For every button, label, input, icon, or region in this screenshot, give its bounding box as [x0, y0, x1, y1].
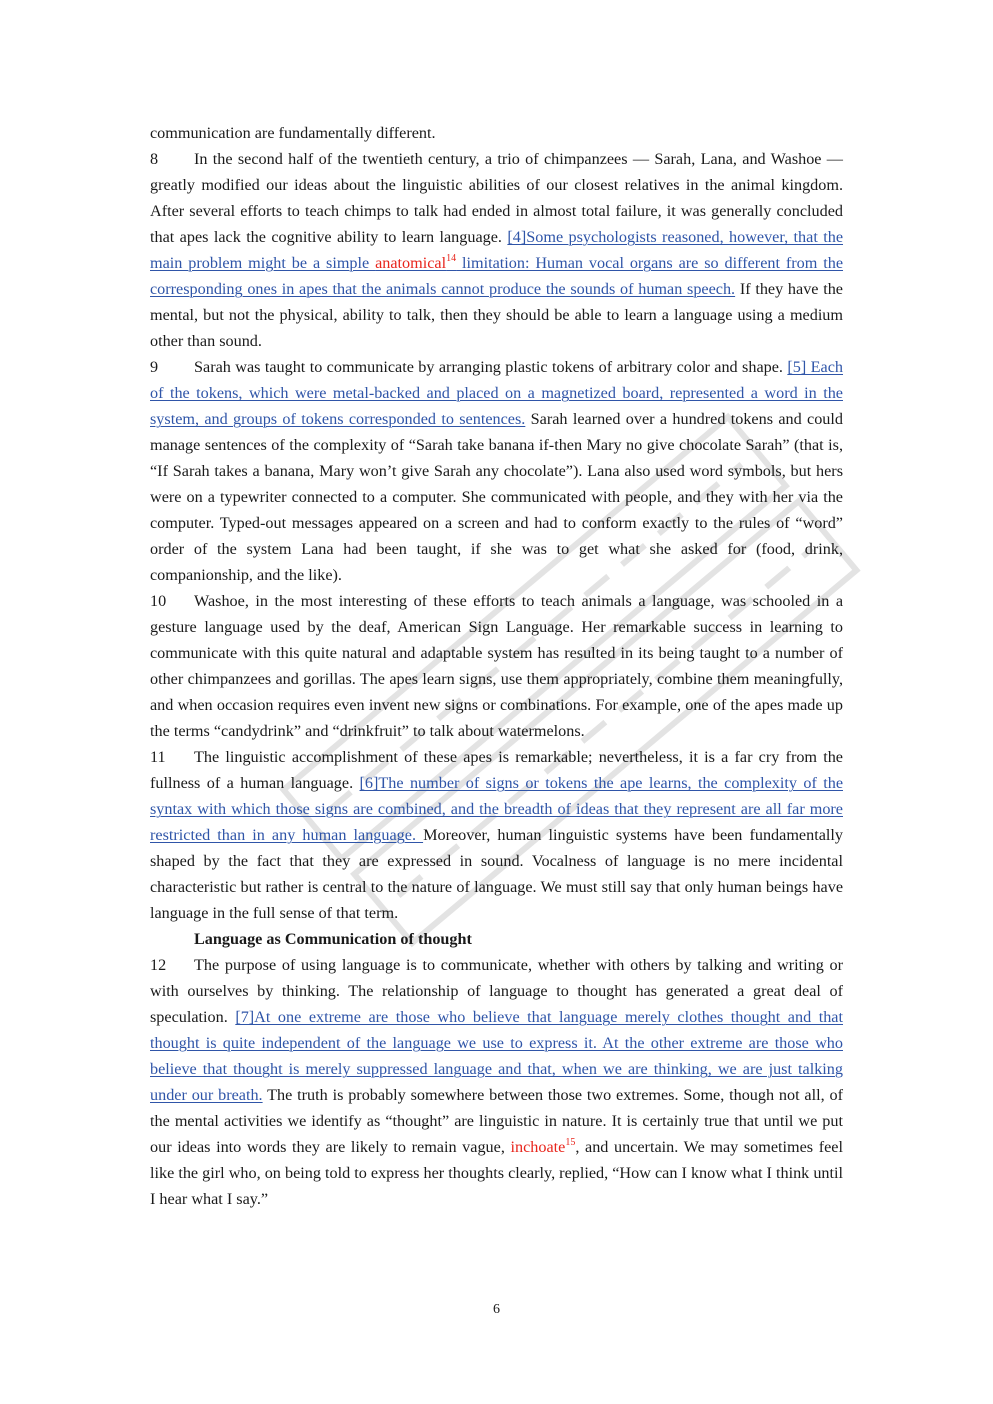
vocab-word-anatomical: anatomical: [375, 254, 447, 272]
footnote-marker: 14: [446, 253, 457, 264]
paragraph-9: 9 Sarah was taught to communicate by arranging plastic tokens of arbitrary color and shape. [5] Each of the tokens, which were metal-backed and placed on a magnetized board, represented a word in the system, and groups of tokens corresponded to sentences. Sarah learned over a hundred tokens and could manage sentences of the complexity of “Sarah take banana if-then Mary no give chocolate Sarah” (that is, “If Sarah takes a banana, Mary won’t give Sarah any chocolate”). Lana also used word symbols, but hers were on a typewriter connected to a computer. She communicated with people, and they with her via the computer. Typed-out messages appeared on a screen and had to conform exactly to the rules of “word” order of the system Lana had been taught, if she was to get what she asked for (food, drink, companionship, and the like).: [150, 354, 843, 588]
paragraph-number: 9: [150, 358, 159, 376]
paragraph-number: 8: [150, 150, 159, 168]
page-number: 6: [493, 1302, 500, 1317]
paragraph-10: 10 Washoe, in the most interesting of these efforts to teach animals a language, was schooled in a gesture language used by the deaf, American Sign Language. Her remarkable success in learning to communicate with this quite natural and adaptable system has resulted in its being taught to a number of other chimpanzees and gorillas. The apes learn signs, use them appropriately, combine them meaningfully, and when occasion requires even invent new signs or combinations. For example, one of the apes made up the terms “candydrink” and “drinkfruit” to talk about watermelons.: [150, 588, 843, 744]
paragraph-11: 11 The linguistic accomplishment of these apes is remarkable; nevertheless, it is a far cry from the fullness of a human language. [6]The number of signs or tokens the ape learns, the complexity of the syntax with which those signs are combined, and the breadth of ideas that they represent are all far more restricted than in any human language. Moreover, human linguistic systems have been fundamentally shaped by the fact that they are expressed in sound. Vocalness of language is no mere incidental characteristic but rather is central to the nature of language. We must still say that only human beings have language in the full sense of that term.: [150, 744, 843, 926]
section-heading: Language as Communication of thought: [194, 930, 472, 948]
underlined-sentence-5: [5] Each of the tokens, which were metal-backed and placed on a magnetized board, represented a word in the system, and groups of tokens corresponded to sentences.: [150, 358, 843, 428]
vocab-word-inchoate: inchoate: [510, 1138, 566, 1156]
paragraph-12: 12 The purpose of using language is to communicate, whether with others by talking and writing or with ourselves by thinking. The relationship of language to thought has generated a great deal of speculation. [7]At one extreme are those who believe that language merely clothes thought and that thought is quite independent of the language we use to express it. At the other extreme are those who believe that thought is merely suppressed language and that, when we are thinking, we are just talking under our breath. The truth is probably somewhere between those two extremes. Some, though not all, of the mental activities we identify as “thought” are linguistic in nature. It is certainly true that until we put our ideas into words they are likely to remain vague, inchoate$^{15}$, and uncertain. We may sometimes feel like the girl who, on being told to express her thoughts clearly, replied, “How can I know what I think until I hear what I say.”: [150, 952, 843, 1212]
paragraph-7-tail: communication are fundamentally different.: [150, 124, 436, 142]
paragraph-number: 11: [150, 748, 166, 766]
paragraph-8: 8 In the second half of the twentieth century, a trio of chimpanzees — Sarah, Lana, and Washoe — greatly modified our ideas about the linguistic abilities of our closest relatives in the animal kingdom. After several efforts to teach chimps to talk had ended in almost total failure, it was generally concluded that apes lack the cognitive ability to learn language. [4]Some psychologists reasoned, however, that the main problem might be a simple anatomical$^{14}$ limitation: Human vocal organs are so different from the corresponding ones in apes that the animals cannot produce the sounds of human speech. If they have the mental, but not the physical, ability to talk, then they should be able to learn a language using a medium other than sound.: [150, 146, 843, 354]
underlined-sentence-4: [4]Some psychologists reasoned, however, that the main problem might be a simple anatomical$^{14}$ limitation: Human vocal organs are so different from the corresponding ones in apes that the animals cannot produce the sounds of human speech.: [150, 228, 844, 298]
footnote-marker: 15: [565, 1137, 576, 1148]
underlined-sentence-7: [7]At one extreme are those who believe that language merely clothes thought and that thought is quite independent of the language we use to express it. At the other extreme are those who believe that thought is merely suppressed language and that, when we are thinking, we are just talking under our breath.: [150, 1008, 843, 1104]
paragraph-number: 12: [150, 956, 167, 974]
underlined-sentence-6: [6]The number of signs or tokens the ape learns, the complexity of the syntax with which those signs are combined, and the breadth of ideas that they represent are all far more restricted than in any human language.: [150, 774, 843, 844]
paragraph-number: 10: [150, 592, 167, 610]
document-body: [150, 120, 843, 1212]
